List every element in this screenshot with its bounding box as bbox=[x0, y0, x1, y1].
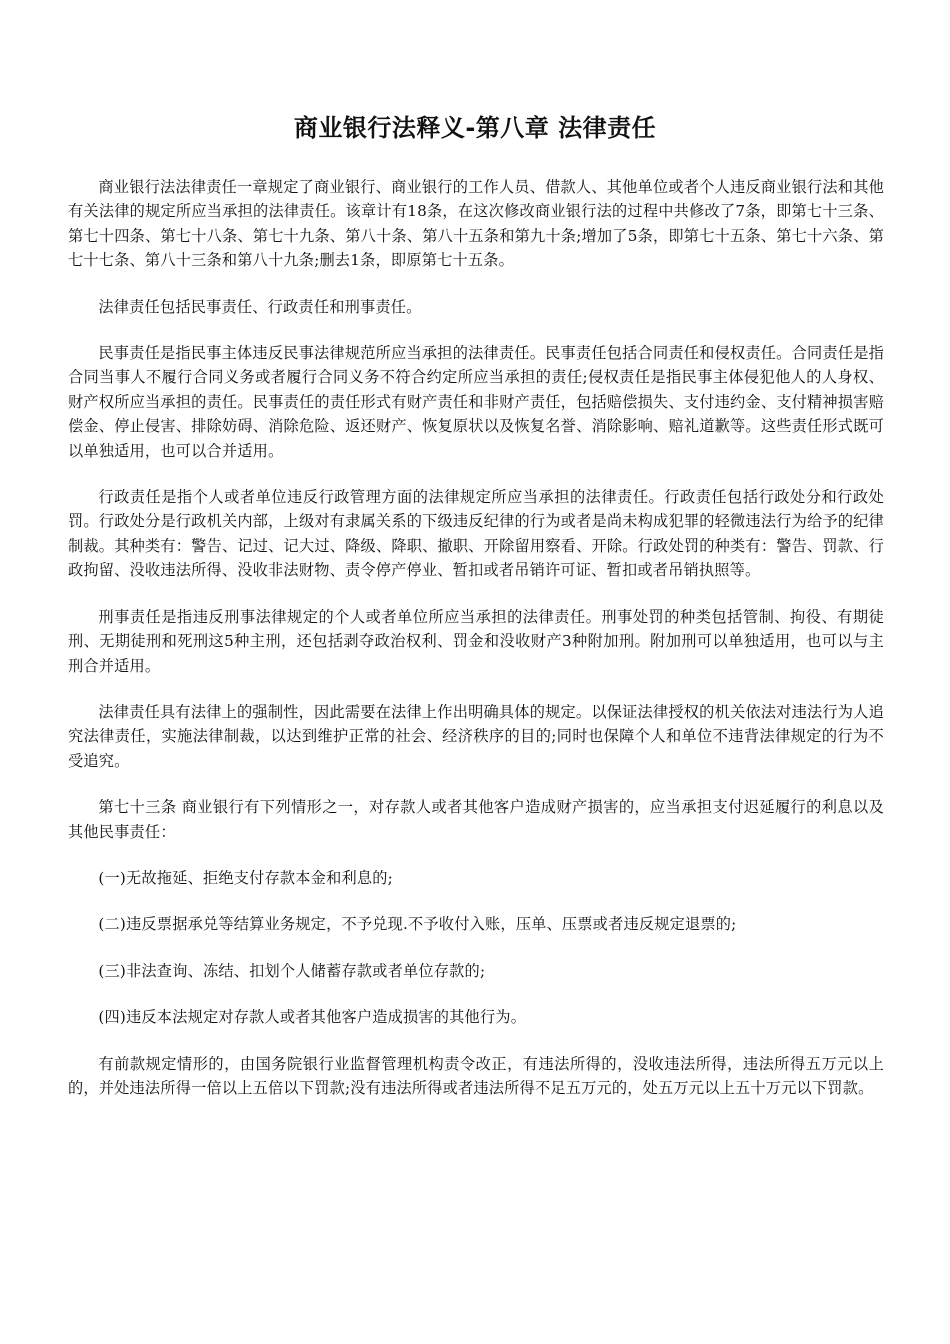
document-body bbox=[68, 175, 884, 1122]
paragraph-criminal-liability: 刑事责任是指违反刑事法律规定的个人或者单位所应当承担的法律责任。刑事处罚的种类包括管制、拘役、有期徒刑、无期徒刑和死刑这5种主刑，还包括剥夺政治权利、罚金和没收财产3种附加刑。附加刑可以单独适用，也可以与主刑合并适用。 bbox=[68, 607, 884, 675]
paragraph-intro: 商业银行法法律责任一章规定了商业银行、商业银行的工作人员、借款人、其他单位或者个人违反商业银行法和其他有关法律的规定所应当承担的法律责任。该章计有18条，在这次修改商业银行法的过程中共修改了7条，即第七十三条、第七十四条、第七十八条、第七十九条、第八十条、第八十五条和第九十条;增加了5条，即第七十五条、第七十六条、第七十七条、第八十三条和第八十九条;删去1条，即原第七十五条。 bbox=[68, 178, 884, 270]
paragraph-penalties: 有前款规定情形的，由国务院银行业监督管理机构责令改正，有违法所得的，没收违法所得，违法所得五万元以上的，并处违法所得一倍以上五倍以下罚款;没有违法所得或者违法所得不足五万元的，处五万元以上五十万元以下罚款。 bbox=[68, 1054, 884, 1097]
page-title: 商业银行法释义-第八章 法律责任 bbox=[293, 114, 657, 142]
list-item-2: (二)违反票据承兑等结算业务规定，不予兑现.不予收付入账，压单、压票或者违反规定退票的; bbox=[98, 915, 737, 934]
paragraph-enforceability: 法律责任具有法律上的强制性，因此需要在法律上作出明确具体的规定。以保证法律授权的机关依法对违法行为人追究法律责任，实施法律制裁，以达到维护正常的社会、经济秩序的目的;同时也保障个人和单位不违背法律规定的行为不受追究。 bbox=[68, 702, 884, 770]
paragraph-civil-liability: 民事责任是指民事主体违反民事法律规范所应当承担的法律责任。民事责任包括合同责任和侵权责任。合同责任是指合同当事人不履行合同义务或者履行合同义务不符合约定所应当承担的责任;侵权责任是指民事主体侵犯他人的人身权、财产权所应当承担的责任。民事责任的责任形式有财产责任和非财产责任，包括赔偿损失、支付违约金、支付精神损害赔偿金、停止侵害、排除妨碍、消除危险、返还财产、恢复原状以及恢复名誉、消除影响、赔礼道歉等。这些责任形式既可以单独适用，也可以合并适用。 bbox=[68, 344, 884, 460]
paragraph-liability-types: 法律责任包括民事责任、行政责任和刑事责任。 bbox=[98, 297, 422, 316]
list-item-1: (一)无故拖延、拒绝支付存款本金和利息的; bbox=[98, 868, 393, 887]
list-item-4: (四)违反本法规定对存款人或者其他客户造成损害的其他行为。 bbox=[98, 1008, 527, 1027]
list-item-3: (三)非法查询、冻结、扣划个人储蓄存款或者单位存款的; bbox=[98, 961, 486, 980]
paragraph-article-73: 第七十三条 商业银行有下列情形之一，对存款人或者其他客户造成财产损害的，应当承担支付迟延履行的利息以及其他民事责任： bbox=[68, 798, 884, 841]
paragraph-administrative-liability: 行政责任是指个人或者单位违反行政管理方面的法律规定所应当承担的法律责任。行政责任包括行政处分和行政处罚。行政处分是行政机关内部，上级对有隶属关系的下级违反纪律的行为或者是尚未构成犯罪的轻微违法行为给予的纪律制裁。其种类有：警告、记过、记大过、降级、降职、撤职、开除留用察看、开除。行政处罚的种类有：警告、罚款、行政拘留、没收违法所得、没收非法财物、责令停产停业、暂扣或者吊销许可证、暂扣或者吊销执照等。 bbox=[68, 488, 884, 580]
